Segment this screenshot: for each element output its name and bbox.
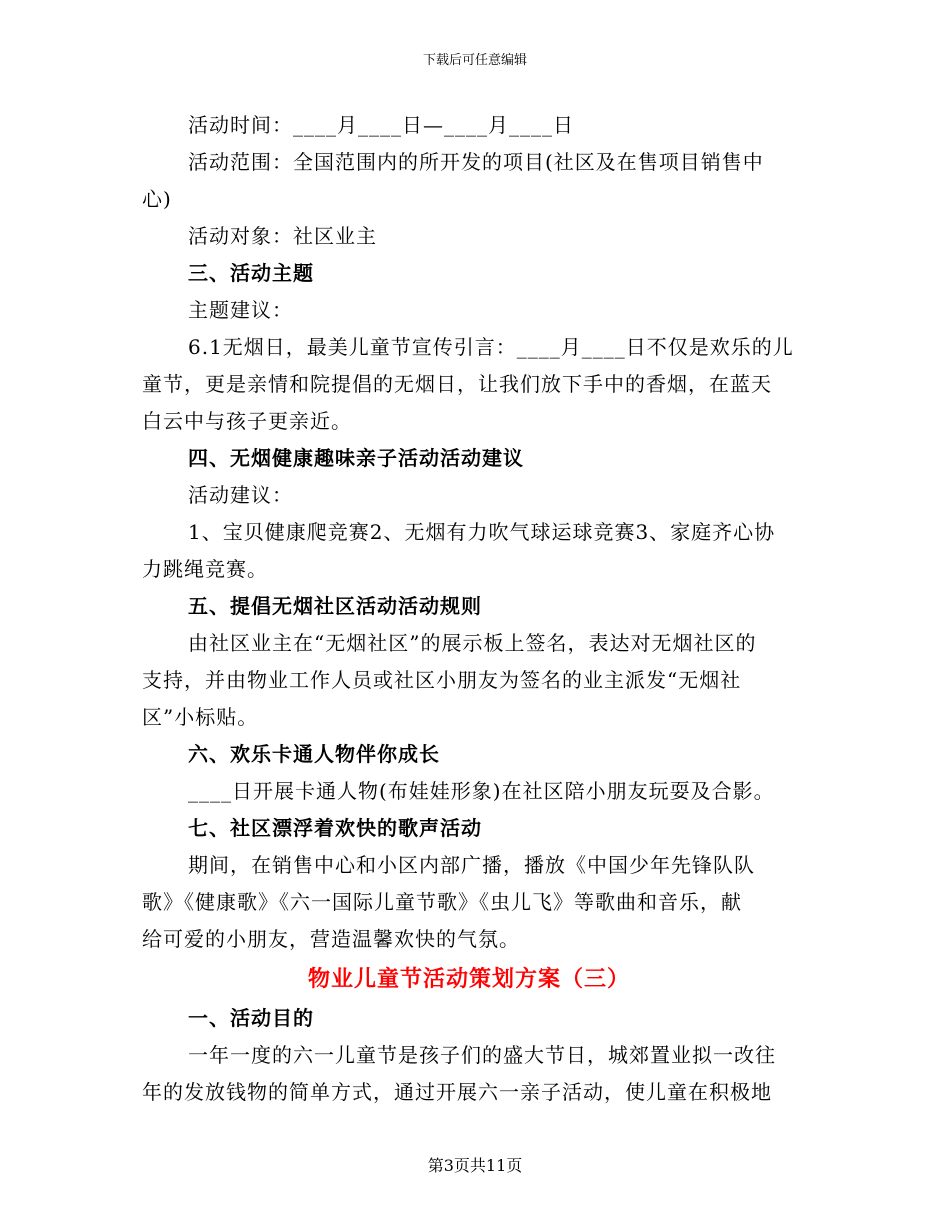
activity-suggestion-list: 1、宝贝健康爬竞赛2、无烟有力吹气球运球竞赛3、家庭齐心协 xyxy=(188,520,776,544)
theme-paragraph-cont-1: 童节，更是亲情和院提倡的无烟日，让我们放下手中的香烟，在蓝天 xyxy=(142,372,772,396)
rules-paragraph: 由社区业主在“无烟社区”的展示板上签名，表达对无烟社区的 xyxy=(188,631,757,655)
section-heading-7: 七、社区漂浮着欢快的歌声活动 xyxy=(188,816,482,840)
purpose-paragraph: 一年一度的六一儿童节是孩子们的盛大节日，城郊置业拟一改往 xyxy=(188,1043,776,1067)
activity-suggestion-label: 活动建议： xyxy=(188,483,293,507)
plan-title-3: 物业儿童节活动策划方案（三） xyxy=(307,966,630,992)
theme-paragraph: 6.1无烟日，最美儿童节宣传引言：____月____日不仅是欢乐的儿 xyxy=(188,335,794,359)
activity-time: 活动时间：____月____日—____月____日 xyxy=(188,113,574,137)
page-footer: 第3页共11页 xyxy=(427,1156,523,1175)
activity-scope-cont: 心) xyxy=(142,187,172,211)
section-heading-4: 四、无烟健康趣味亲子活动活动建议 xyxy=(188,446,524,470)
section-heading-1: 一、活动目的 xyxy=(188,1006,314,1030)
purpose-paragraph-cont: 年的发放钱物的简单方式，通过开展六一亲子活动，使儿童在积极地 xyxy=(142,1080,772,1104)
songs-paragraph: 期间，在销售中心和小区内部广播，播放《中国少年先锋队队 xyxy=(188,853,755,877)
section-heading-6: 六、欢乐卡通人物伴你成长 xyxy=(188,742,440,766)
songs-paragraph-cont-1: 歌》《健康歌》《六一国际儿童节歌》《虫儿飞》等歌曲和音乐，献 xyxy=(142,890,742,914)
theme-paragraph-cont-2: 白云中与孩子更亲近。 xyxy=(142,409,352,433)
document-body xyxy=(142,107,796,1111)
activity-target: 活动对象：社区业主 xyxy=(188,224,377,248)
cartoon-paragraph: ____日开展卡通人物(布娃娃形象)在社区陪小朋友玩耍及合影。 xyxy=(188,779,775,803)
songs-paragraph-cont-2: 给可爱的小朋友，营造温馨欢快的气氛。 xyxy=(142,927,520,951)
theme-suggestion-label: 主题建议： xyxy=(188,298,293,322)
rules-paragraph-cont-1: 支持，并由物业工作人员或社区小朋友为签名的业主派发“无烟社 xyxy=(142,668,742,692)
section-heading-5: 五、提倡无烟社区活动活动规则 xyxy=(188,594,482,618)
section-heading-3: 三、活动主题 xyxy=(188,261,314,285)
activity-suggestion-list-cont: 力跳绳竞赛。 xyxy=(142,557,268,581)
activity-scope: 活动范围：全国范围内的所开发的项目(社区及在售项目销售中 xyxy=(188,150,764,174)
rules-paragraph-cont-2: 区”小标贴。 xyxy=(142,705,259,729)
page-header: 下载后可任意编辑 xyxy=(422,53,527,68)
